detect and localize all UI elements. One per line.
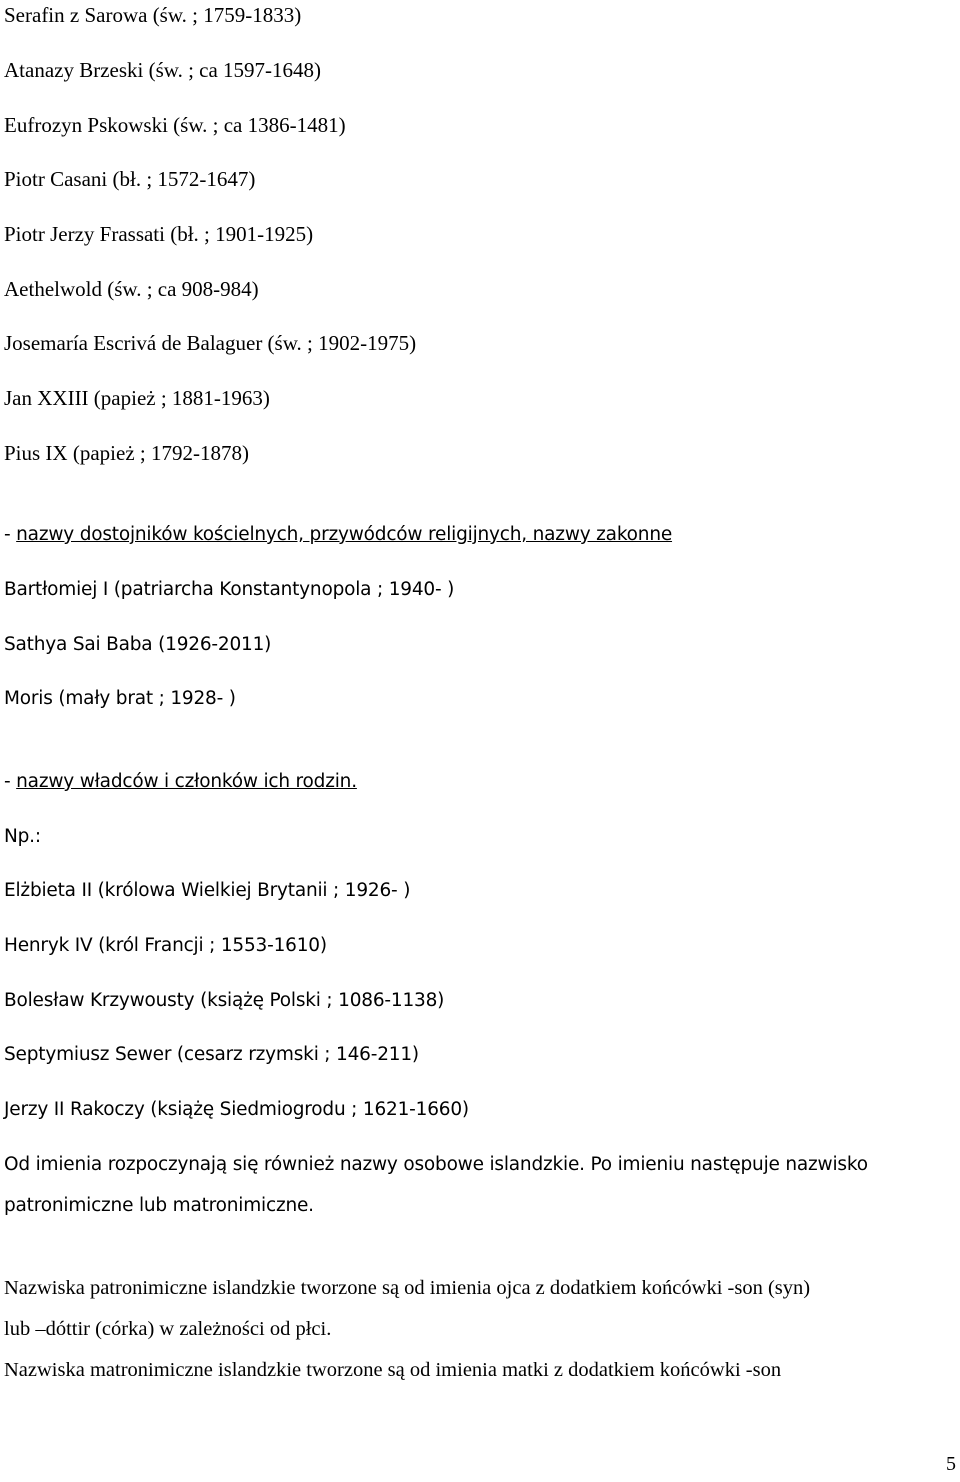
list-item: Sathya Sai Baba (1926-2011)	[4, 634, 272, 655]
list-item: Henryk IV (król Francji ; 1553-1610)	[4, 935, 327, 956]
page-number: 5	[946, 1453, 956, 1475]
example-label: Np.:	[4, 826, 41, 847]
heading-dash: -	[4, 771, 17, 792]
list-item: Piotr Casani (bł. ; 1572-1647)	[4, 167, 256, 191]
section-heading-rulers	[4, 770, 357, 794]
list-item: Jerzy II Rakoczy (książę Siedmiogrodu ; 1621-1660)	[4, 1099, 469, 1120]
heading-text: nazwy dostojników kościelnych, przywódców religijnych, nazwy zakonne	[16, 524, 673, 545]
paragraph-line: Nazwiska patronimiczne islandzkie tworzone są od imienia ojca z dodatkiem końcówki -son (syn)	[4, 1277, 811, 1299]
list-item: Serafin z Sarowa (św. ; 1759-1833)	[4, 3, 302, 27]
list-item: Eufrozyn Pskowski (św. ; ca 1386-1481)	[4, 113, 346, 137]
heading-dash: -	[4, 524, 17, 545]
paragraph-line: lub –dóttir (córka) w zależności od płci.	[4, 1318, 332, 1340]
section-heading-clergy	[4, 523, 672, 547]
list-item: Pius IX (papież ; 1792-1878)	[4, 441, 249, 465]
paragraph-line: patronimiczne lub matronimiczne.	[4, 1195, 314, 1216]
list-item: Jan XXIII (papież ; 1881-1963)	[4, 386, 270, 410]
list-item: Elżbieta II (królowa Wielkiej Brytanii ; 1926- )	[4, 880, 411, 901]
list-item: Atanazy Brzeski (św. ; ca 1597-1648)	[4, 58, 322, 82]
list-item: Moris (mały brat ; 1928- )	[4, 688, 236, 709]
list-item: Piotr Jerzy Frassati (bł. ; 1901-1925)	[4, 222, 314, 246]
paragraph-line: Od imienia rozpoczynają się również nazwy osobowe islandzkie. Po imieniu następuje nazwisko	[4, 1154, 868, 1175]
paragraph-line: Nazwiska matronimiczne islandzkie tworzone są od imienia matki z dodatkiem końcówki -son	[4, 1359, 782, 1381]
list-item: Aethelwold (św. ; ca 908-984)	[4, 277, 259, 301]
list-item: Septymiusz Sewer (cesarz rzymski ; 146-211)	[4, 1044, 419, 1065]
list-item: Bartłomiej I (patriarcha Konstantynopola ; 1940- )	[4, 579, 455, 600]
list-item: Josemaría Escrivá de Balaguer (św. ; 1902-1975)	[4, 331, 417, 355]
heading-text: nazwy władców i członków ich rodzin.	[16, 771, 357, 792]
list-item: Bolesław Krzywousty (książę Polski ; 1086-1138)	[4, 990, 445, 1011]
